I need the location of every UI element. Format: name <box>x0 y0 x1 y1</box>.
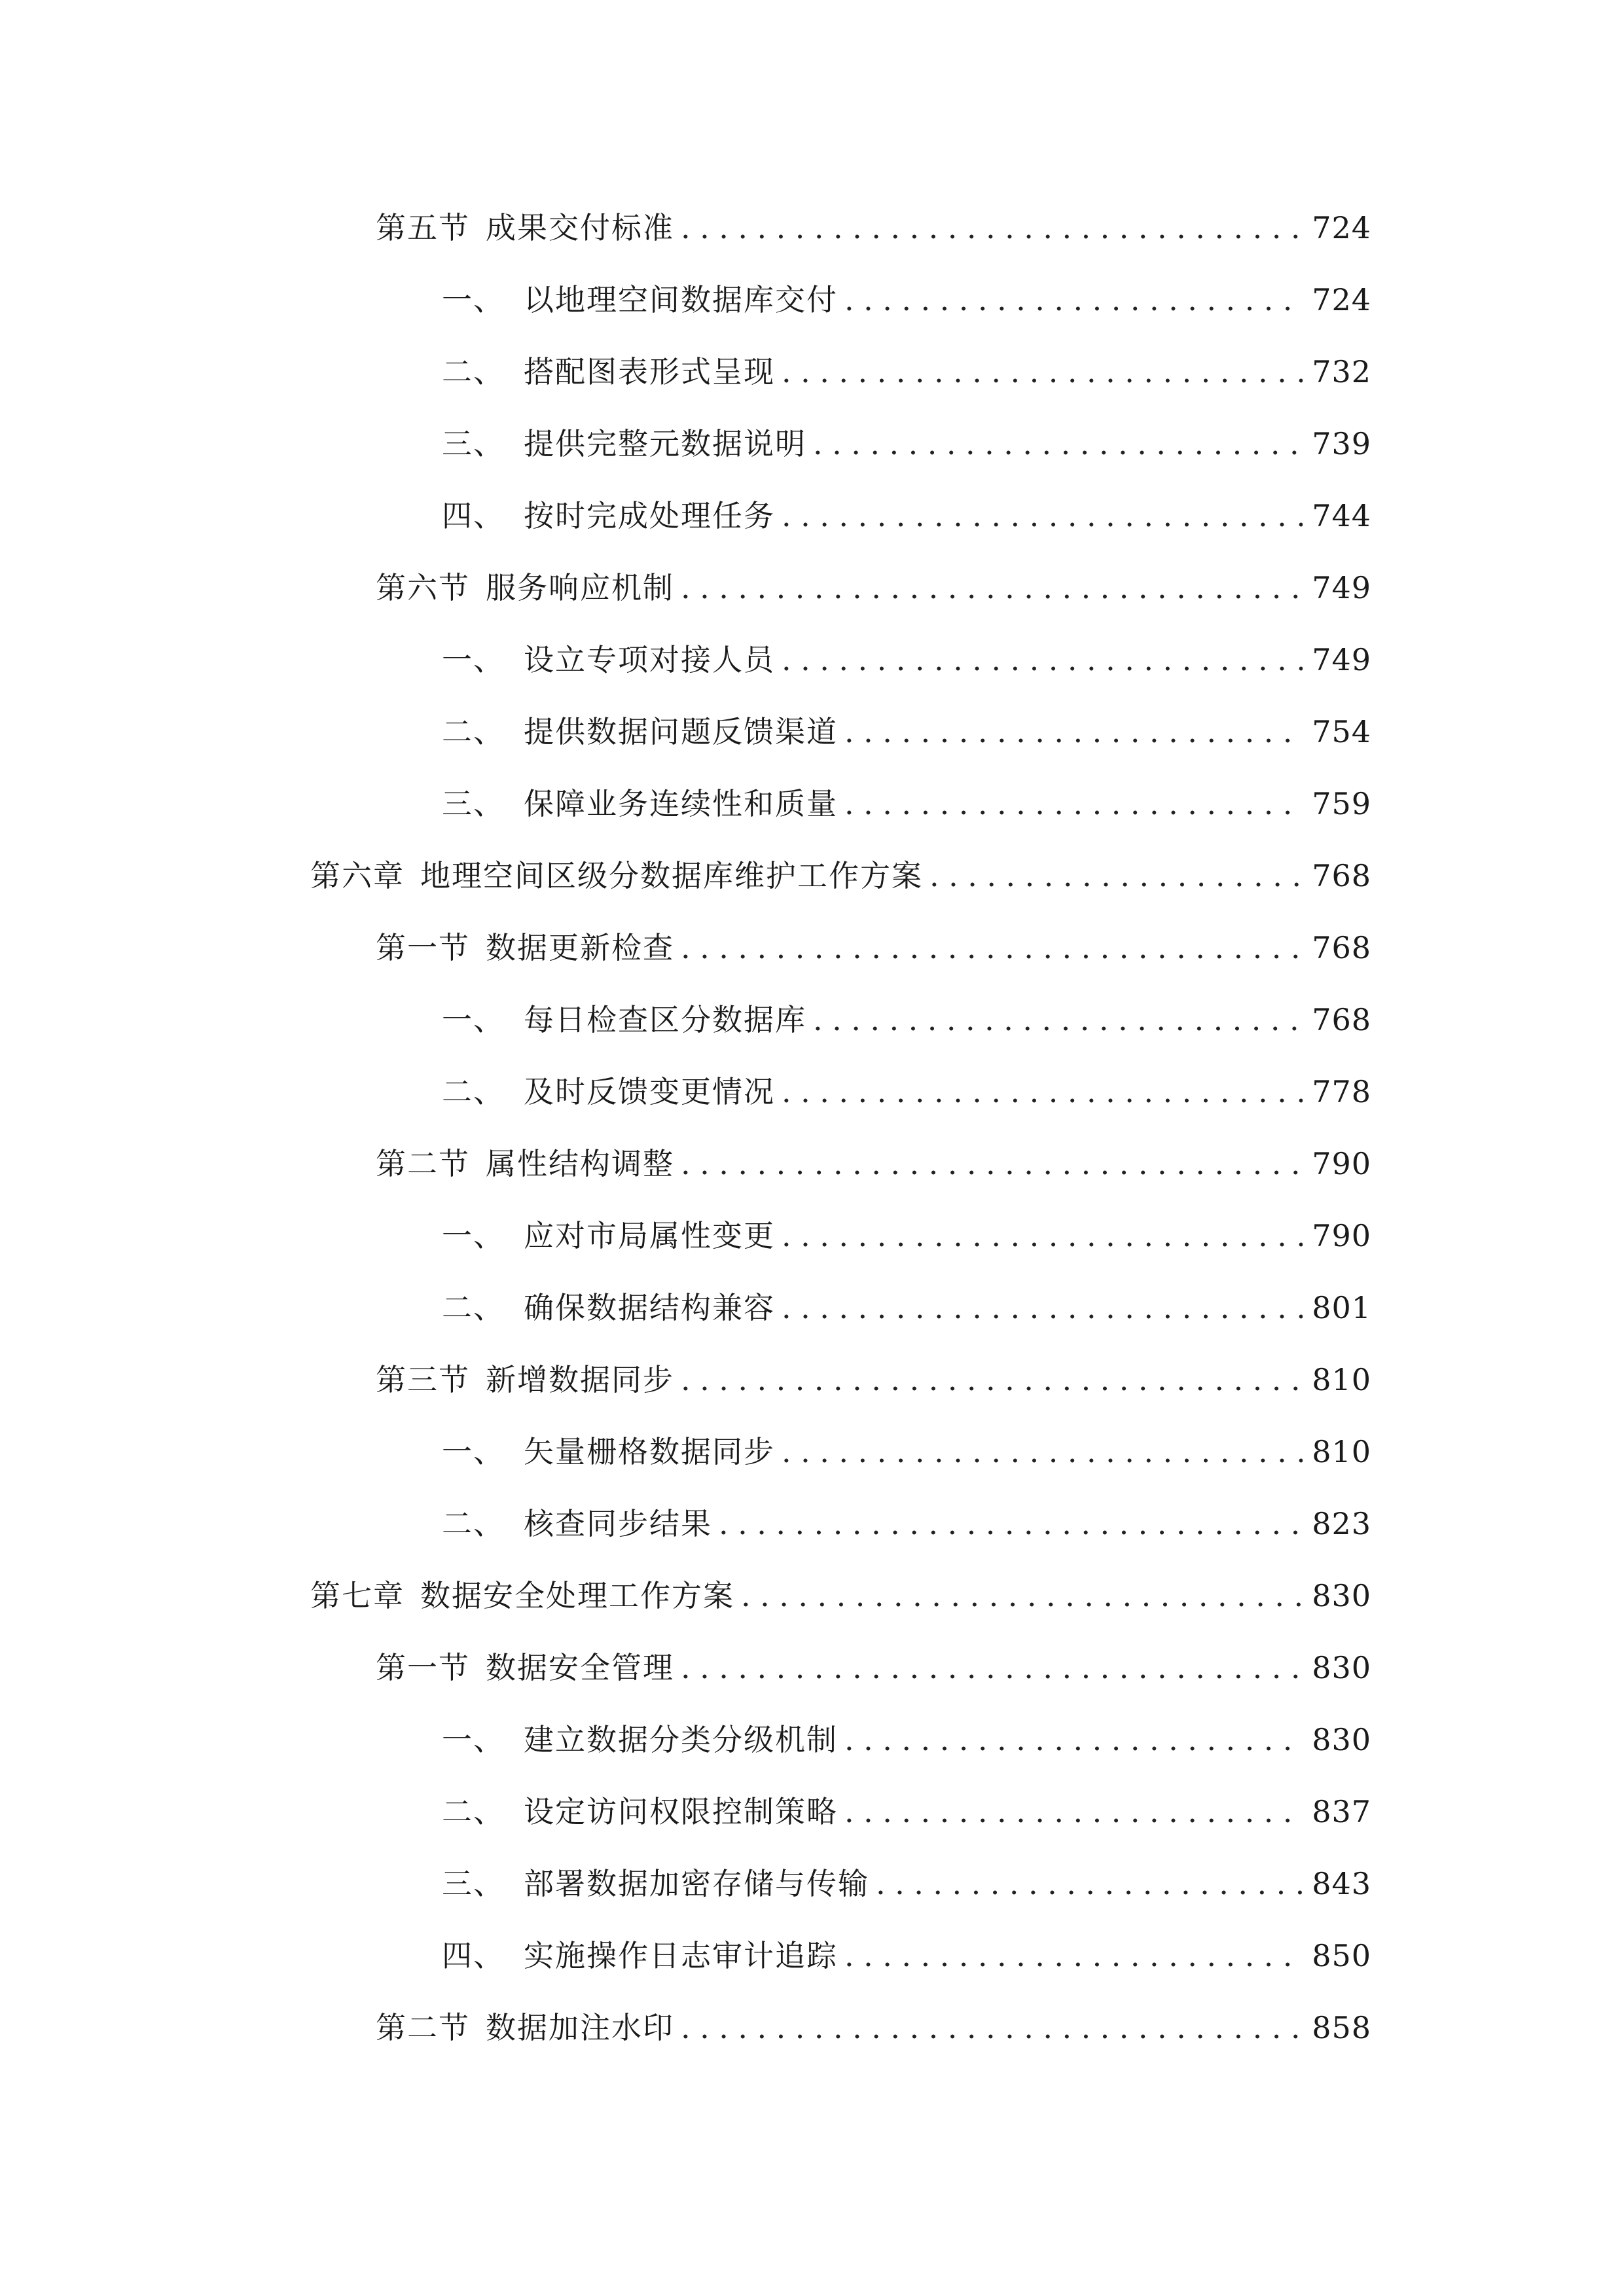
entry-page-number: 749 <box>1312 570 1371 605</box>
dot-leader <box>681 565 1303 611</box>
entry-title: 成果交付标准 <box>486 210 674 245</box>
entry-title: 以地理空间数据库交付 <box>524 282 838 317</box>
entry-number: 一、 <box>442 1434 505 1469</box>
entry-title: 数据安全管理 <box>486 1650 674 1685</box>
entry-title: 数据加注水印 <box>486 2010 674 2045</box>
entry-page-number: 778 <box>1312 1074 1371 1109</box>
entry-number: 一、 <box>442 1722 505 1757</box>
dot-leader <box>719 1501 1303 1547</box>
dot-leader <box>681 1357 1303 1403</box>
entry-title: 属性结构调整 <box>486 1146 674 1181</box>
toc-entry[interactable] <box>442 1069 1371 1115</box>
entry-number: 二、 <box>442 1074 505 1109</box>
entry-page-number: 837 <box>1312 1794 1371 1829</box>
dot-leader <box>681 1141 1303 1187</box>
dot-leader <box>782 637 1303 683</box>
entry-title: 地理空间区级分数据库维护工作方案 <box>420 858 923 893</box>
entry-page-number: 850 <box>1312 1938 1371 1973</box>
entry-number: 第二节 <box>376 1146 470 1181</box>
toc-entry[interactable] <box>442 1429 1371 1475</box>
entry-page-number: 830 <box>1312 1650 1371 1685</box>
dot-leader <box>782 1285 1303 1331</box>
dot-leader <box>782 493 1303 539</box>
entry-title: 数据安全处理工作方案 <box>420 1578 734 1613</box>
entry-number: 二、 <box>442 714 505 749</box>
toc-entry[interactable] <box>376 2005 1371 2051</box>
entry-title: 每日检查区分数据库 <box>524 1002 806 1037</box>
entry-title: 确保数据结构兼容 <box>524 1290 775 1325</box>
entry-title: 矢量栅格数据同步 <box>524 1434 775 1469</box>
dot-leader <box>681 1645 1303 1691</box>
entry-title: 数据更新检查 <box>486 930 674 965</box>
entry-title: 建立数据分类分级机制 <box>524 1722 838 1757</box>
entry-number: 一、 <box>442 282 505 317</box>
entry-number: 一、 <box>442 1218 505 1253</box>
entry-page-number: 790 <box>1312 1146 1371 1181</box>
dot-leader <box>844 1789 1303 1835</box>
toc-entry[interactable] <box>442 1285 1371 1331</box>
dot-leader <box>844 1933 1303 1979</box>
toc-entry[interactable] <box>442 1501 1371 1547</box>
entry-page-number: 759 <box>1312 786 1371 821</box>
entry-title: 核查同步结果 <box>524 1506 712 1541</box>
entry-page-number: 744 <box>1312 498 1371 533</box>
entry-title: 提供完整元数据说明 <box>524 426 806 461</box>
toc-entry[interactable] <box>442 781 1371 827</box>
entry-title: 搭配图表形式呈现 <box>524 354 775 389</box>
entry-number: 第二节 <box>376 2010 470 2045</box>
entry-title: 服务响应机制 <box>486 570 674 605</box>
entry-title: 应对市局属性变更 <box>524 1218 775 1253</box>
dot-leader <box>876 1861 1303 1907</box>
entry-page-number: 858 <box>1312 2010 1371 2045</box>
entry-page-number: 810 <box>1312 1362 1371 1397</box>
entry-page-number: 754 <box>1312 714 1371 749</box>
entry-title: 设立专项对接人员 <box>524 642 775 677</box>
entry-page-number: 732 <box>1312 354 1371 389</box>
toc-entry[interactable] <box>310 1573 1371 1619</box>
entry-page-number: 810 <box>1312 1434 1371 1469</box>
entry-title: 实施操作日志审计追踪 <box>524 1938 838 1973</box>
entry-page-number: 830 <box>1312 1578 1371 1613</box>
entry-page-number: 768 <box>1312 1002 1371 1037</box>
dot-leader <box>681 2005 1303 2051</box>
toc-entry[interactable] <box>442 997 1371 1043</box>
entry-number: 三、 <box>442 786 505 821</box>
dot-leader <box>741 1573 1303 1619</box>
entry-page-number: 724 <box>1312 210 1371 245</box>
entry-number: 第五节 <box>376 210 470 245</box>
toc-entry[interactable] <box>442 1933 1371 1979</box>
toc-entry[interactable] <box>442 1717 1371 1763</box>
entry-title: 按时完成处理任务 <box>524 498 775 533</box>
entry-number: 二、 <box>442 354 505 389</box>
dot-leader <box>782 1213 1303 1259</box>
entry-title: 部署数据加密存储与传输 <box>524 1866 869 1901</box>
toc-entry[interactable] <box>376 205 1371 251</box>
toc-entry[interactable] <box>442 1213 1371 1259</box>
toc-entry[interactable] <box>310 853 1371 899</box>
entry-page-number: 843 <box>1312 1866 1371 1901</box>
toc-entry[interactable] <box>376 1357 1371 1403</box>
entry-number: 一、 <box>442 642 505 677</box>
toc-entry[interactable] <box>376 925 1371 971</box>
entry-number: 四、 <box>442 498 505 533</box>
dot-leader <box>782 1429 1303 1475</box>
entry-title: 保障业务连续性和质量 <box>524 786 838 821</box>
toc-entry[interactable] <box>376 1141 1371 1187</box>
dot-leader <box>681 205 1303 251</box>
entry-page-number: 724 <box>1312 282 1371 317</box>
entry-number: 第一节 <box>376 930 470 965</box>
entry-page-number: 790 <box>1312 1218 1371 1253</box>
entry-number: 一、 <box>442 1002 505 1037</box>
entry-title: 及时反馈变更情况 <box>524 1074 775 1109</box>
dot-leader <box>782 349 1303 395</box>
dot-leader <box>844 1717 1303 1763</box>
dot-leader <box>681 925 1303 971</box>
entry-page-number: 801 <box>1312 1290 1371 1325</box>
dot-leader <box>782 1069 1303 1115</box>
toc-entry[interactable] <box>442 637 1371 683</box>
toc-entry[interactable] <box>442 1789 1371 1835</box>
dot-leader <box>844 781 1303 827</box>
dot-leader <box>844 709 1303 755</box>
dot-leader <box>813 421 1303 467</box>
toc-entry[interactable] <box>442 1861 1371 1907</box>
entry-number: 二、 <box>442 1290 505 1325</box>
toc-entry[interactable] <box>442 709 1371 755</box>
entry-page-number: 830 <box>1312 1722 1371 1757</box>
entry-number: 四、 <box>442 1938 505 1973</box>
toc-entry[interactable] <box>442 493 1371 539</box>
entry-number: 第六章 <box>310 858 405 893</box>
entry-page-number: 749 <box>1312 642 1371 677</box>
dot-leader <box>813 997 1303 1043</box>
toc-entry[interactable] <box>442 349 1371 395</box>
toc-entry[interactable] <box>442 421 1371 467</box>
entry-page-number: 768 <box>1312 930 1371 965</box>
entry-page-number: 823 <box>1312 1506 1371 1541</box>
entry-number: 第三节 <box>376 1362 470 1397</box>
dot-leader <box>929 853 1303 899</box>
entry-number: 二、 <box>442 1794 505 1829</box>
entry-number: 第六节 <box>376 570 470 605</box>
entry-title: 提供数据问题反馈渠道 <box>524 714 838 749</box>
entry-number: 三、 <box>442 1866 505 1901</box>
dot-leader <box>844 277 1303 323</box>
entry-number: 三、 <box>442 426 505 461</box>
entry-number: 第一节 <box>376 1650 470 1685</box>
toc-entry[interactable] <box>442 277 1371 323</box>
entry-number: 二、 <box>442 1506 505 1541</box>
entry-page-number: 768 <box>1312 858 1371 893</box>
entry-page-number: 739 <box>1312 426 1371 461</box>
entry-title: 新增数据同步 <box>486 1362 674 1397</box>
toc-entry[interactable] <box>376 565 1371 611</box>
entry-title: 设定访问权限控制策略 <box>524 1794 838 1829</box>
entry-number: 第七章 <box>310 1578 405 1613</box>
toc-entry[interactable] <box>376 1645 1371 1691</box>
